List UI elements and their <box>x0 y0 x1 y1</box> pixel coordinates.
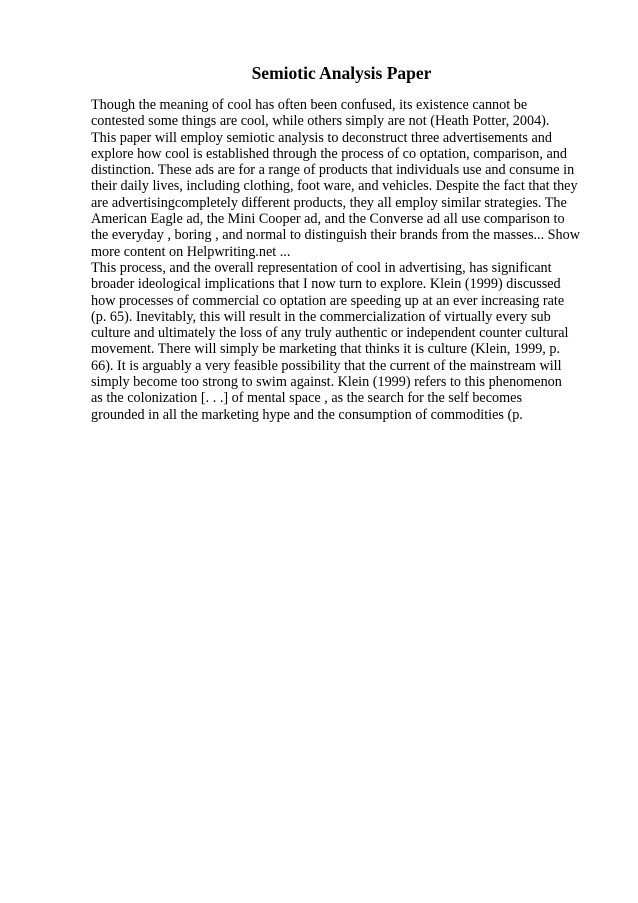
body-line: distinction. These ads are for a range of products that individuals use and consume in <box>91 162 575 179</box>
body-line: as the colonization [. . .] of mental space , as the search for the self becomes <box>91 390 522 407</box>
body-line: broader ideological implications that I now turn to explore. Klein (1999) discussed <box>91 276 561 293</box>
body-line: This paper will employ semiotic analysis to deconstruct three advertisements and <box>91 129 552 146</box>
body-line: more content on Helpwriting.net ... <box>91 243 291 260</box>
body-line: their daily lives, including clothing, foot ware, and vehicles. Despite the fact that they <box>91 178 578 195</box>
body-line: culture and ultimately the loss of any truly authentic or independent counter cultural <box>91 325 569 342</box>
body-line: grounded in all the marketing hype and the consumption of commodities (p. <box>91 406 523 423</box>
body-line: This process, and the overall representation of cool in advertising, has significant <box>91 259 552 276</box>
body-line: simply become too strong to swim against. Klein (1999) refers to this phenomenon <box>91 374 562 391</box>
body-line: American Eagle ad, the Mini Cooper ad, and the Converse ad all use comparison to <box>91 211 565 228</box>
document-body <box>91 97 611 423</box>
body-line: explore how cool is established through the process of co optation, comparison, and <box>91 145 567 162</box>
document-title: Semiotic Analysis Paper <box>251 63 432 83</box>
body-line: (p. 65). Inevitably, this will result in the commercialization of virtually every sub <box>91 308 551 325</box>
body-line: are advertisingcompletely different products, they all employ similar strategies. The <box>91 194 567 211</box>
body-line: 66). It is arguably a very feasible possibility that the current of the mainstream will <box>91 357 562 374</box>
body-line: movement. There will simply be marketing that thinks it is culture (Klein, 1999, p. <box>91 341 561 358</box>
body-line: the everyday , boring , and normal to distinguish their brands from the masses... Show <box>91 227 580 244</box>
body-line: how processes of commercial co optation are speeding up at an ever increasing rate <box>91 292 565 309</box>
body-line: Though the meaning of cool has often been confused, its existence cannot be <box>91 97 528 113</box>
body-line: contested some things are cool, while others simply are not (Heath Potter, 2004). <box>91 113 550 130</box>
